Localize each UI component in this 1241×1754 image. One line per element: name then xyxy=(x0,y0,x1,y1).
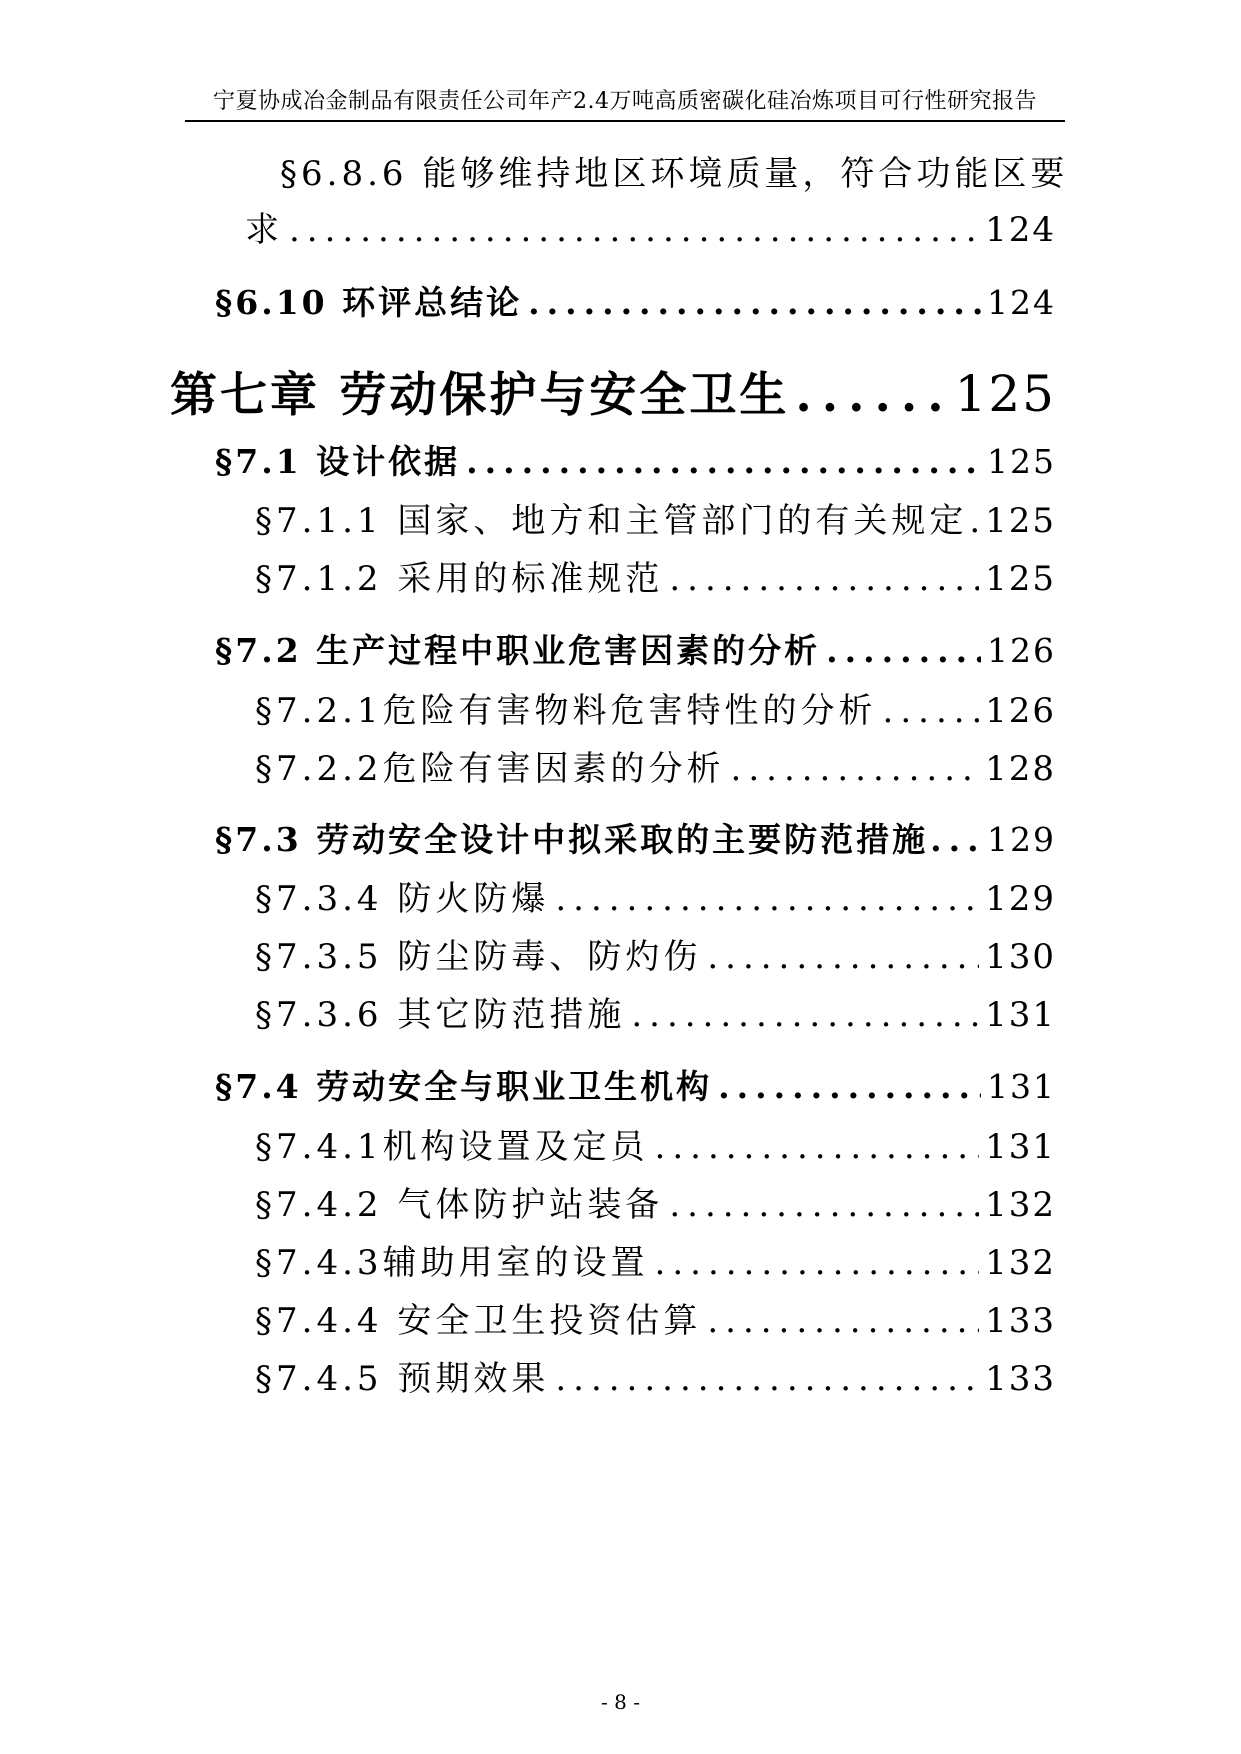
toc-entry-7-2-2[interactable] xyxy=(255,741,1056,790)
toc-chapter-title: 第七章 劳动保护与安全卫生 xyxy=(170,368,790,423)
toc-page-number: 124 xyxy=(987,283,1056,322)
toc-entry-title: §7.4 劳动安全与职业卫生机构 xyxy=(215,1067,713,1106)
toc-page-number: 133 xyxy=(985,1359,1056,1399)
toc-entry-title: §7.4.5 预期效果 xyxy=(255,1359,550,1399)
toc-entry-title: §7.3.6 其它防范措施 xyxy=(255,995,626,1035)
toc-entry-7-2-1[interactable] xyxy=(255,683,1056,732)
toc-chapter-7[interactable] xyxy=(170,358,1056,425)
toc-page-number: 131 xyxy=(987,1067,1056,1106)
dot-leader xyxy=(655,1127,980,1167)
toc-entry-title: §7.2 生产过程中职业危害因素的分析 xyxy=(215,631,821,670)
toc-entry-title: §7.1 设计依据 xyxy=(215,442,461,481)
toc-entry-7-4-2[interactable] xyxy=(255,1177,1056,1226)
toc-page-number: 131 xyxy=(985,1127,1056,1167)
dot-leader xyxy=(555,1359,979,1399)
toc-page-number: 125 xyxy=(985,559,1056,599)
dot-leader xyxy=(669,559,979,599)
toc-entry-7-1-2[interactable] xyxy=(255,551,1056,600)
dot-leader xyxy=(707,1301,979,1341)
toc-page-number: 133 xyxy=(985,1301,1056,1341)
toc-entry-7-1-1[interactable] xyxy=(255,493,1056,542)
dot-leader xyxy=(528,283,981,322)
dot-leader xyxy=(555,879,979,919)
toc-page-number: 132 xyxy=(985,1185,1056,1225)
toc-entry-title: §7.4.1机构设置及定员 xyxy=(255,1127,649,1167)
toc-page-number: 129 xyxy=(985,879,1056,919)
dot-leader xyxy=(669,1185,979,1225)
toc-entry-7-4-1[interactable] xyxy=(255,1119,1056,1168)
toc-page-number: 126 xyxy=(985,691,1056,731)
dot-leader xyxy=(826,631,981,670)
toc-page-number: 129 xyxy=(987,820,1056,859)
toc-entry-title: §7.2.2危险有害因素的分析 xyxy=(255,749,725,789)
toc-entry-7-1[interactable] xyxy=(215,436,1056,483)
dot-leader xyxy=(718,1067,981,1106)
toc-entry-7-2[interactable] xyxy=(215,625,1056,672)
dot-leader xyxy=(631,995,979,1035)
dot-leader xyxy=(930,820,985,859)
toc-page-number: 131 xyxy=(985,995,1056,1035)
dot-leader xyxy=(731,749,980,789)
dot-leader xyxy=(969,501,983,541)
dot-leader xyxy=(466,442,981,481)
toc-entry-7-4-4[interactable] xyxy=(255,1293,1056,1342)
toc-entry-title: §6.10 环评总结论 xyxy=(215,283,523,322)
toc-entry-title: §7.4.4 安全卫生投资估算 xyxy=(255,1301,702,1341)
toc-page-number: 126 xyxy=(987,631,1056,670)
toc-entry-title: §7.3 劳动安全设计中拟采取的主要防范措施 xyxy=(215,820,929,859)
toc-page-number: 124 xyxy=(985,210,1056,250)
toc-entry-7-4-5[interactable] xyxy=(255,1351,1056,1400)
toc-entry-6-8-6-line1[interactable]: §6.8.6 能够维持地区环境质量，符合功能区要 xyxy=(280,154,1069,194)
header-rule xyxy=(185,120,1065,122)
toc-entry-title: §7.1.1 国家、地方和主管部门的有关规定 xyxy=(255,501,968,541)
toc-page-number: 125 xyxy=(954,365,1056,423)
toc-entry-7-4-3[interactable] xyxy=(255,1235,1056,1284)
toc-entry-title: §7.3.5 防尘防毒、防灼伤 xyxy=(255,937,702,977)
toc-entry-title: §7.1.2 采用的标准规范 xyxy=(255,559,664,599)
toc-entry-title: 求 xyxy=(245,210,283,250)
toc-entry-title: §7.4.2 气体防护站装备 xyxy=(255,1185,664,1225)
toc-entry-7-3[interactable] xyxy=(215,814,1056,861)
toc-entry-7-3-6[interactable] xyxy=(255,987,1056,1036)
toc-entry-title: §7.2.1危险有害物料危害特性的分析 xyxy=(255,691,877,731)
dot-leader xyxy=(655,1243,980,1283)
toc-page-number: 128 xyxy=(985,749,1056,789)
toc-entry-title: §7.4.3辅助用室的设置 xyxy=(255,1243,649,1283)
toc-page-number: 125 xyxy=(987,442,1056,481)
toc-page-number: 132 xyxy=(985,1243,1056,1283)
dot-leader xyxy=(795,368,948,423)
dot-leader xyxy=(707,937,979,977)
document-header: 宁夏协成冶金制品有限责任公司年产2.4万吨高质密碳化硅冶炼项目可行性研究报告 xyxy=(213,89,1037,114)
toc-entry-6-10[interactable] xyxy=(215,277,1056,324)
page-number-footer: - 8 - xyxy=(601,1690,640,1714)
dot-leader xyxy=(883,691,980,731)
toc-entry-7-4[interactable] xyxy=(215,1061,1056,1108)
toc-entry-7-3-4[interactable] xyxy=(255,871,1056,920)
toc-entry-title: §7.3.4 防火防爆 xyxy=(255,879,550,919)
toc-entry-6-8-6[interactable] xyxy=(245,202,1056,251)
toc-page-number: 125 xyxy=(985,501,1056,541)
toc-page-number: 130 xyxy=(985,937,1056,977)
dot-leader xyxy=(289,210,979,250)
toc-entry-7-3-5[interactable] xyxy=(255,929,1056,978)
